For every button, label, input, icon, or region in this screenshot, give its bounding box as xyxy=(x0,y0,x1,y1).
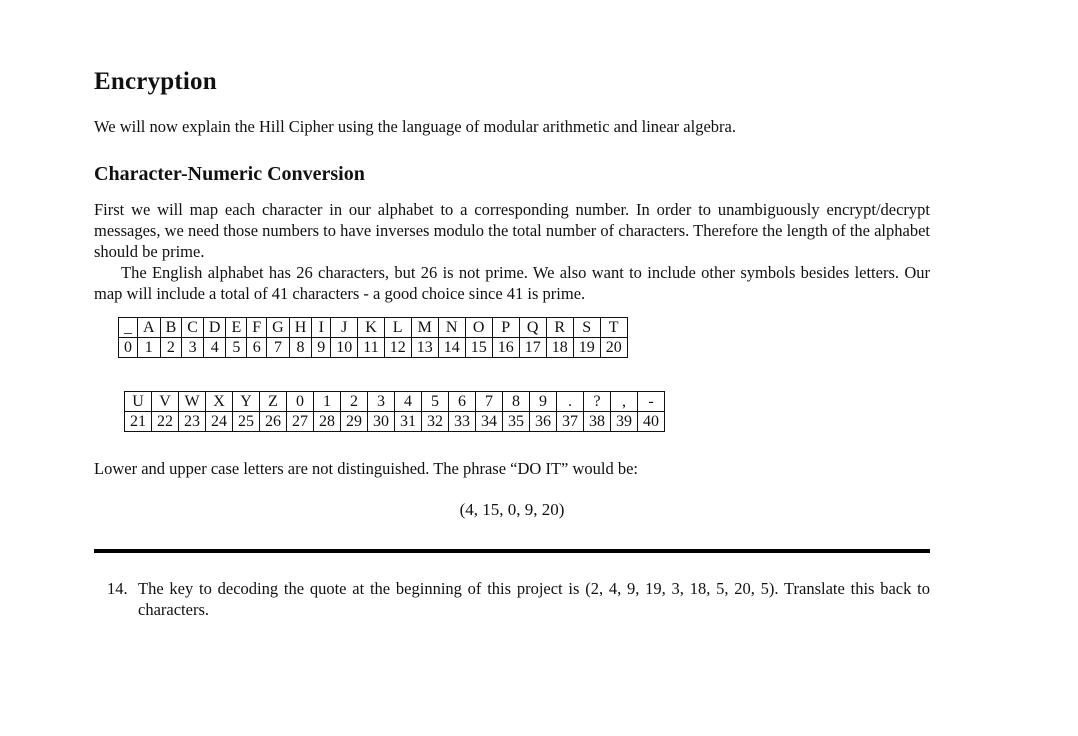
table2-chars-cell: 2 xyxy=(341,392,368,412)
table2-chars-cell: Y xyxy=(233,392,260,412)
table1-nums-cell: 18 xyxy=(546,338,573,358)
table2-chars-cell: U xyxy=(125,392,152,412)
table1-nums-cell: 20 xyxy=(600,338,627,358)
table2-nums-cell: 36 xyxy=(530,412,557,432)
table1-chars-cell: N xyxy=(438,318,465,338)
table1-chars-cell: E xyxy=(226,318,247,338)
exercise-text: The key to decoding the quote at the beginning of this project is (2, 4, 9, 19, 3, 18, 5, 20, 5). Translate this back to characters. xyxy=(138,579,930,619)
table1-nums-cell: 11 xyxy=(358,338,384,358)
table2-chars-cell: , xyxy=(611,392,638,412)
table2-nums-cell: 22 xyxy=(152,412,179,432)
table1-chars-cell: D xyxy=(203,318,226,338)
exercise-number: 14. xyxy=(107,579,128,598)
table1-chars-cell: _ xyxy=(119,318,138,338)
table1-nums-cell: 2 xyxy=(160,338,182,358)
table2-nums-cell: 38 xyxy=(584,412,611,432)
table2-nums-cell: 29 xyxy=(341,412,368,432)
table1-chars-cell: Q xyxy=(519,318,546,338)
table1-chars-cell: F xyxy=(247,318,267,338)
table1-chars-cell: B xyxy=(160,318,182,338)
table2-nums-cell: 33 xyxy=(449,412,476,432)
subsection-title: Character-Numeric Conversion xyxy=(94,163,365,185)
table1-nums-cell: 12 xyxy=(384,338,411,358)
table2-chars-cell: Z xyxy=(260,392,287,412)
section-title: Encryption xyxy=(94,68,217,95)
table2-chars-cell: . xyxy=(557,392,584,412)
table2-number-row xyxy=(125,412,665,432)
table1-number-row xyxy=(119,338,628,358)
table2-nums-cell: 23 xyxy=(179,412,206,432)
table1-chars-cell: L xyxy=(384,318,411,338)
table2-chars-cell: 0 xyxy=(287,392,314,412)
table2-nums-cell: 21 xyxy=(125,412,152,432)
paragraph-1: First we will map each character in our alphabet to a corresponding number. In order to unambiguously encrypt/decrypt messages, we need those numbers to have inverses modulo the total number of characters. Therefore the length of the alphabet should be prime. xyxy=(94,200,930,261)
table1-chars-cell: T xyxy=(600,318,627,338)
table1-chars-cell: K xyxy=(358,318,384,338)
table2-chars-cell: 1 xyxy=(314,392,341,412)
case-note-paragraph: Lower and upper case letters are not distinguished. The phrase “DO IT” would be: xyxy=(94,459,639,478)
table1-nums-cell: 15 xyxy=(465,338,492,358)
table2-nums-cell: 26 xyxy=(260,412,287,432)
paragraph-2: The English alphabet has 26 characters, but 26 is not prime. We also want to include other symbols besides letters. Our map will include a total of 41 characters - a good choice since 41 is prime. xyxy=(94,263,930,303)
table2-chars-cell: W xyxy=(179,392,206,412)
character-map-table-2 xyxy=(124,391,665,432)
table2-nums-cell: 28 xyxy=(314,412,341,432)
table1-chars-cell: R xyxy=(546,318,573,338)
table1-chars-cell: G xyxy=(267,318,290,338)
table1-nums-cell: 10 xyxy=(331,338,358,358)
table2-chars-cell: 6 xyxy=(449,392,476,412)
intro-paragraph: We will now explain the Hill Cipher using the language of modular arithmetic and linear algebra. xyxy=(94,117,736,136)
table1-nums-cell: 19 xyxy=(573,338,600,358)
table2-nums-cell: 27 xyxy=(287,412,314,432)
example-tuple: (4, 15, 0, 9, 20) xyxy=(459,500,565,519)
table2-chars-cell: 8 xyxy=(503,392,530,412)
table1-nums-cell: 13 xyxy=(411,338,438,358)
table2-nums-cell: 34 xyxy=(476,412,503,432)
table1-chars-cell: J xyxy=(331,318,358,338)
table1-chars-cell: P xyxy=(492,318,519,338)
table1-chars-cell: S xyxy=(573,318,600,338)
table2-chars-cell: 4 xyxy=(395,392,422,412)
table1-nums-cell: 16 xyxy=(492,338,519,358)
table1-nums-cell: 6 xyxy=(247,338,267,358)
table2-nums-cell: 39 xyxy=(611,412,638,432)
table2-chars-cell: 3 xyxy=(368,392,395,412)
table2-nums-cell: 31 xyxy=(395,412,422,432)
table1-nums-cell: 8 xyxy=(289,338,312,358)
table1-chars-cell: H xyxy=(289,318,312,338)
table2-chars-cell: ? xyxy=(584,392,611,412)
table2-chars-cell: 7 xyxy=(476,392,503,412)
table1-nums-cell: 7 xyxy=(267,338,290,358)
table1-chars-cell: I xyxy=(312,318,331,338)
table2-nums-cell: 37 xyxy=(557,412,584,432)
exercise-item xyxy=(107,578,930,620)
table1-nums-cell: 1 xyxy=(138,338,161,358)
table1-chars-cell: M xyxy=(411,318,438,338)
table2-nums-cell: 40 xyxy=(638,412,665,432)
table2-nums-cell: 24 xyxy=(206,412,233,432)
table1-chars-cell: C xyxy=(182,318,204,338)
table2-nums-cell: 32 xyxy=(422,412,449,432)
table2-chars-cell: - xyxy=(638,392,665,412)
table1-char-row xyxy=(119,318,628,338)
table1-nums-cell: 9 xyxy=(312,338,331,358)
table1-nums-cell: 5 xyxy=(226,338,247,358)
table1-chars-cell: O xyxy=(465,318,492,338)
table1-chars-cell: A xyxy=(138,318,161,338)
horizontal-rule xyxy=(94,549,930,553)
table2-nums-cell: 25 xyxy=(233,412,260,432)
table2-chars-cell: V xyxy=(152,392,179,412)
table1-nums-cell: 14 xyxy=(438,338,465,358)
table2-chars-cell: 9 xyxy=(530,392,557,412)
table2-char-row xyxy=(125,392,665,412)
table2-nums-cell: 35 xyxy=(503,412,530,432)
table2-nums-cell: 30 xyxy=(368,412,395,432)
table1-nums-cell: 0 xyxy=(119,338,138,358)
table1-nums-cell: 17 xyxy=(519,338,546,358)
table2-chars-cell: X xyxy=(206,392,233,412)
character-map-table-1 xyxy=(118,317,628,358)
table2-chars-cell: 5 xyxy=(422,392,449,412)
table1-nums-cell: 4 xyxy=(203,338,226,358)
table1-nums-cell: 3 xyxy=(182,338,204,358)
